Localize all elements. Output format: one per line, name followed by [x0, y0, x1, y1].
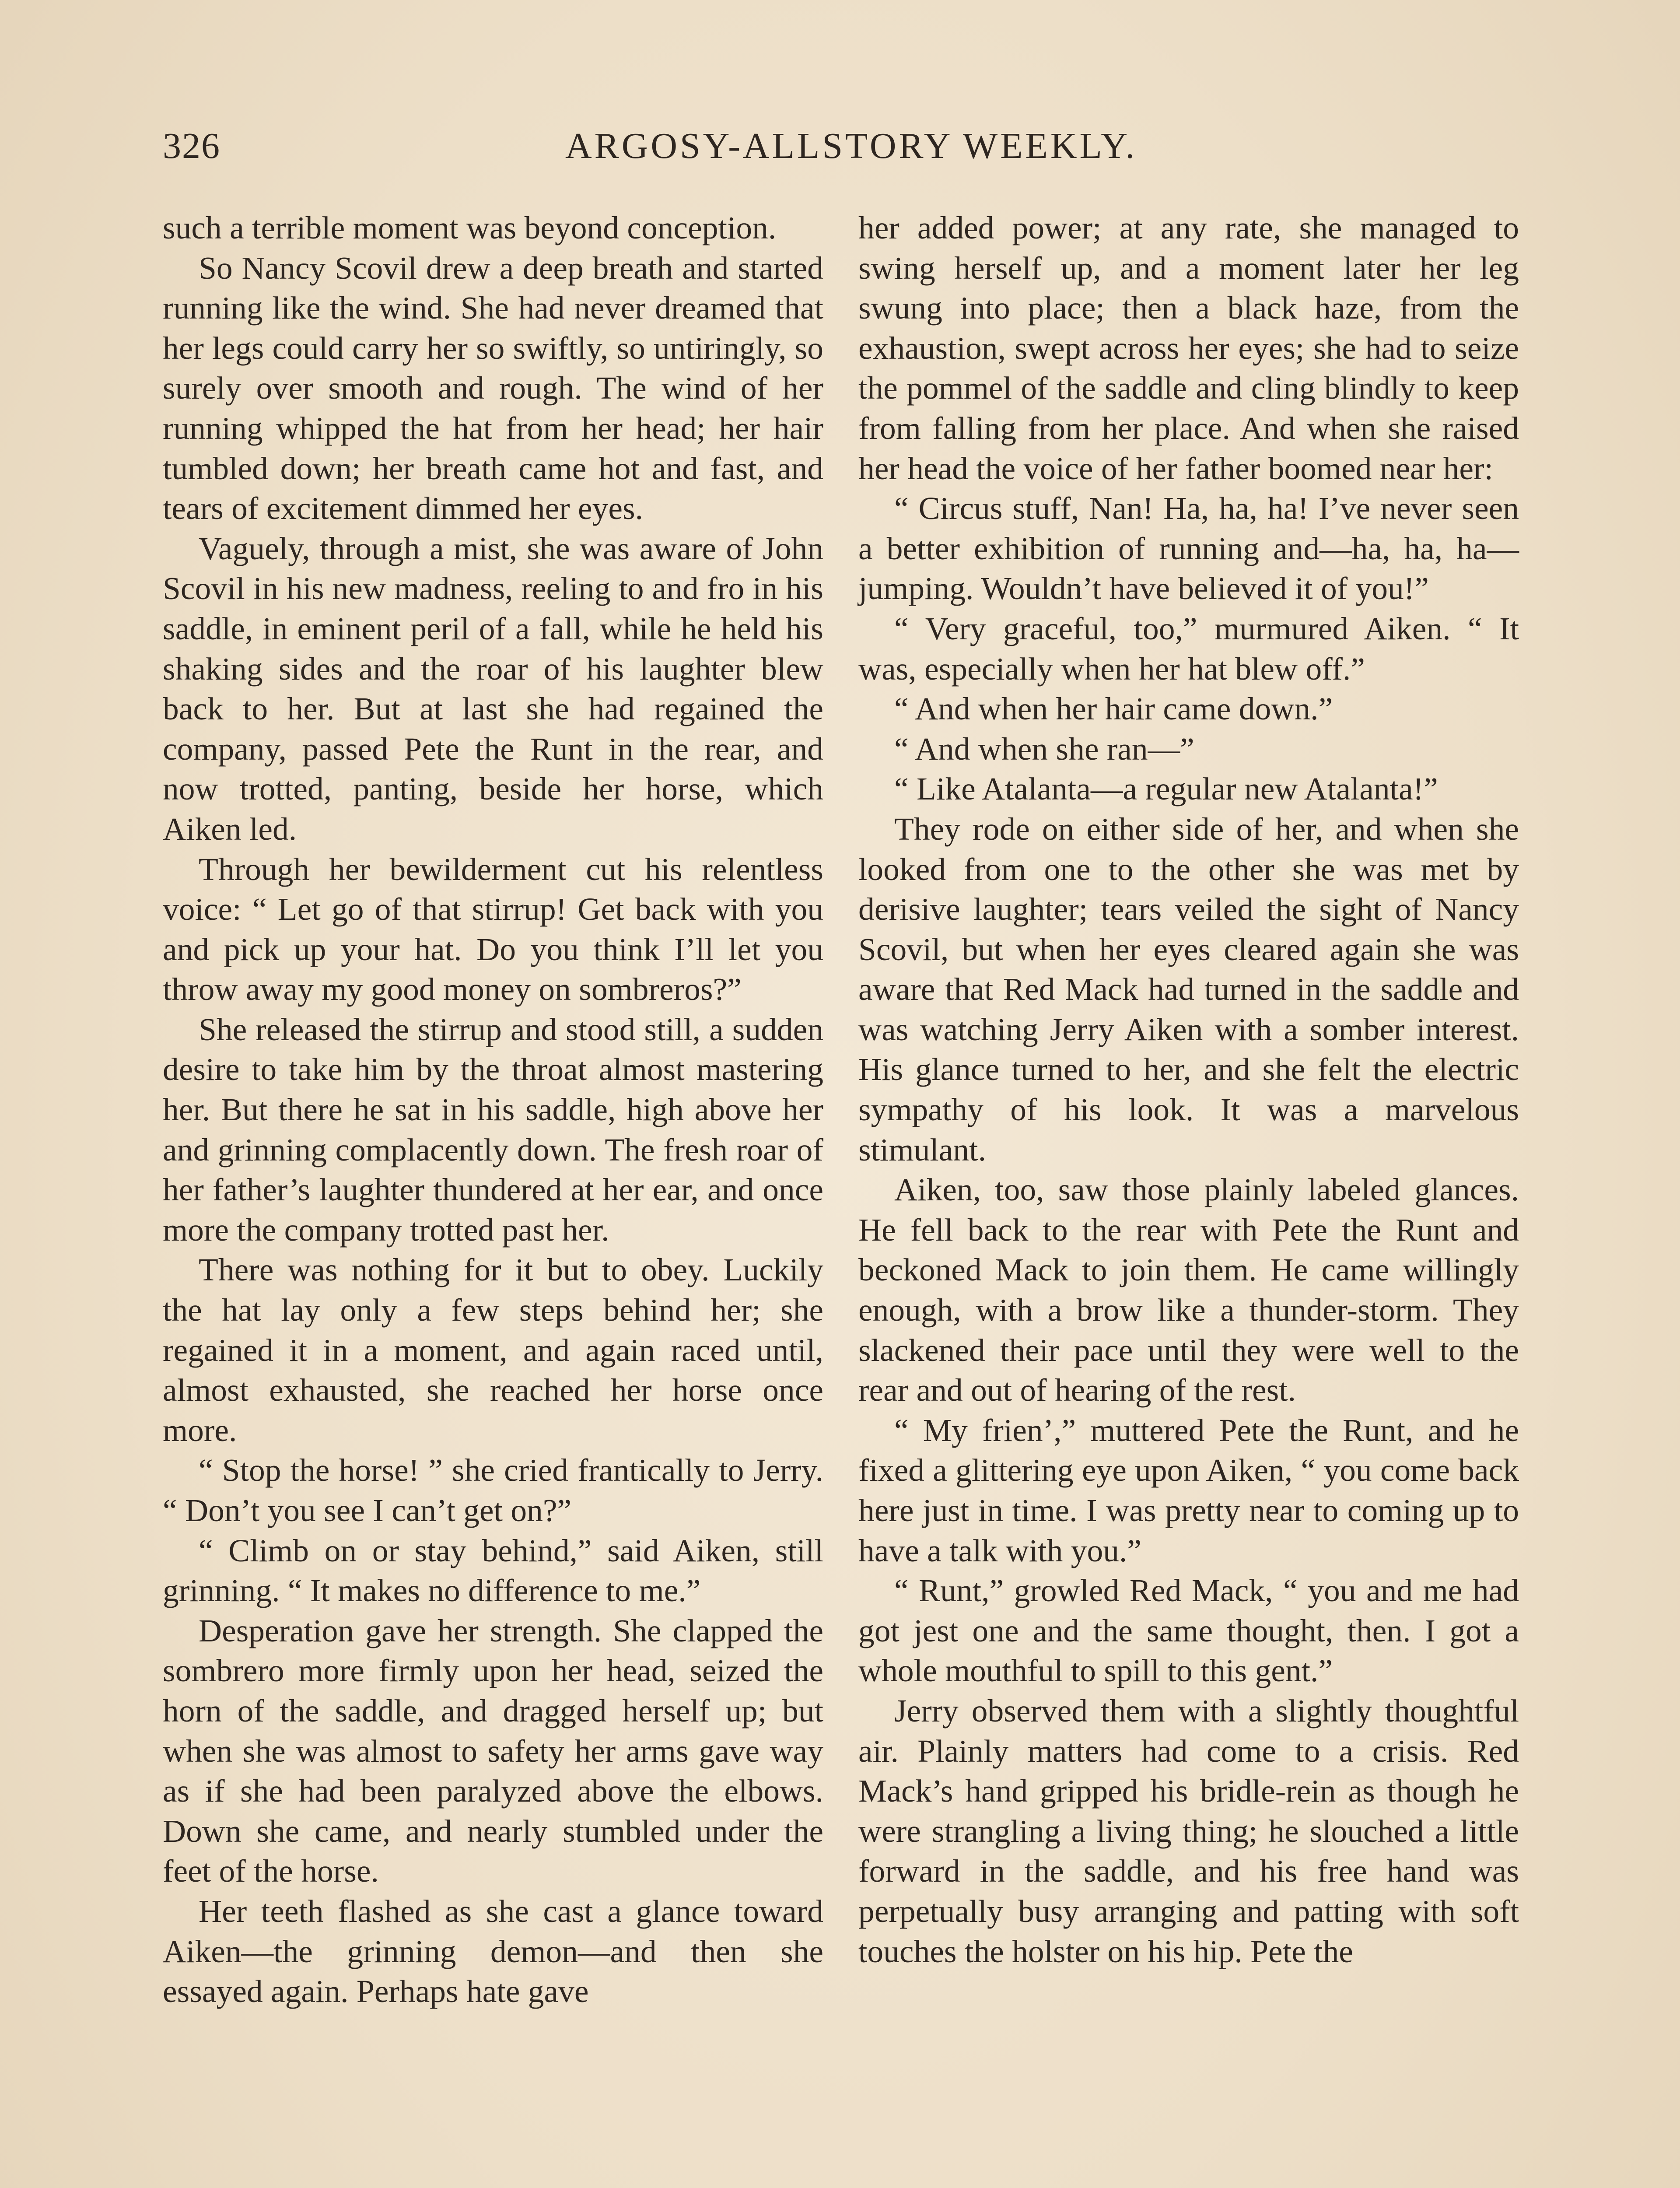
paragraph: Aiken, too, saw those plainly labeled glances. He fell back to the rear with Pete the Runt and beckoned Mack to join them. He came willingly enough, with a brow like a thunder-storm. They slackened their pace until they were well to the rear and out of hearing of the rest.	[858, 1172, 1519, 1408]
paragraph: such a terrible moment was beyond conception.	[163, 210, 777, 245]
paragraph: “ Climb on or stay behind,” said Aiken, still grinning. “ It makes no difference to me.”	[163, 1532, 823, 1609]
paragraph: They rode on either side of her, and when she looked from one to the other she was met by derisive laughter; tears veiled the sight of Nancy Scovil, but when her eyes cleared again she was aware that Red Mack had turned in the saddle and was watching Jerry Aiken with a somber interest. His glance turned to her, and she felt the electric sympathy of his look. It was a marvelous stimulant.	[858, 811, 1519, 1168]
paragraph: “ Stop the horse! ” she cried frantically to Jerry. “ Don’t you see I can’t get on?”	[163, 1452, 823, 1528]
paragraph: So Nancy Scovil drew a deep breath and started running like the wind. She had never dreamed that her legs could carry her so swiftly, so untiringly, so surely over smooth and rough. The wind of her running whipped the hat from her head; her hair tumbled down; her breath came hot and fast, and tears of excitement dimmed her eyes.	[163, 250, 823, 526]
paragraph: She released the stirrup and stood still, a sudden desire to take him by the throat almost mastering her. But there he sat in his saddle, high above her and grinning complacently down. The fresh roar of her father’s laughter thundered at her ear, and once more the company trotted past her.	[163, 1011, 823, 1248]
paragraph: Her teeth flashed as she cast a glance toward Aiken—the grinning demon—and then she essayed again. Perhaps hate gave	[163, 1893, 823, 2009]
paragraph: Jerry observed them with a slightly thoughtful air. Plainly matters had come to a crisis. Red Mack’s hand gripped his bridle-rein as though he were strangling a living thing; he slouched a little forward in the saddle, and his free hand was perpetually busy arranging and patting with soft touches the holster on his hip. Pete the	[858, 1693, 1519, 1969]
left-column	[163, 208, 823, 2012]
paragraph: “ Runt,” growled Red Mack, “ you and me had got jest one and the same thought, then. I got a whole mouthful to spill to this gent.”	[858, 1573, 1519, 1689]
page-number: 326	[163, 126, 220, 166]
paragraph: “ Like Atalanta—a regular new Atalanta!”	[894, 771, 1438, 807]
paragraph: There was nothing for it but to obey. Luckily the hat lay only a few steps behind her; she regained it in a moment, and again raced until, almost exhausted, she reached her horse once more.	[163, 1252, 823, 1448]
paragraph: “ My frien’,” muttered Pete the Runt, and he fixed a glittering eye upon Aiken, “ you come back here just in time. I was pretty near to coming up to have a talk with you.”	[858, 1412, 1519, 1568]
paragraph: “ And when her hair came down.”	[894, 691, 1333, 727]
right-column	[858, 208, 1519, 1971]
paragraph: Vaguely, through a mist, she was aware of John Scovil in his new madness, reeling to and fro in his saddle, in eminent peril of a fall, while he held his shaking sides and the roar of his laughter blew back to her. But at last she had regained the company, passed Pete the Runt in the rear, and now trotted, panting, beside her horse, which Aiken led.	[163, 530, 823, 847]
running-title: ARGOSY-ALLSTORY WEEKLY.	[565, 126, 1138, 166]
paragraph: Through her bewilderment cut his relentless voice: “ Let go of that stirrup! Get back with you and pick up your hat. Do you think I’ll let you throw away my good money on sombreros?”	[163, 851, 823, 1007]
paragraph: Desperation gave her strength. She clapped the sombrero more firmly upon her head, seized the horn of the saddle, and dragged herself up; but when she was almost to safety her arms gave way as if she had been paralyzed above the elbows. Down she came, and nearly stumbled under the feet of the horse.	[163, 1613, 823, 1889]
paragraph: “ And when she ran—”	[894, 731, 1194, 767]
paragraph: “ Circus stuff, Nan! Ha, ha, ha! I’ve never seen a better exhibition of running and—ha, ha, ha—jumping. Wouldn’t have believed it of you!”	[858, 491, 1519, 607]
paragraph: “ Very graceful, too,” murmured Aiken. “ It was, especially when her hat blew off.”	[858, 610, 1519, 687]
paragraph: her added power; at any rate, she managed to swing herself up, and a moment later her leg swung into place; then a black haze, from the exhaustion, swept across her eyes; she had to seize the pommel of the saddle and cling blindly to keep from falling from her place. And when she raised her head the voice of her father boomed near her:	[858, 210, 1519, 486]
running-header	[163, 125, 1521, 177]
